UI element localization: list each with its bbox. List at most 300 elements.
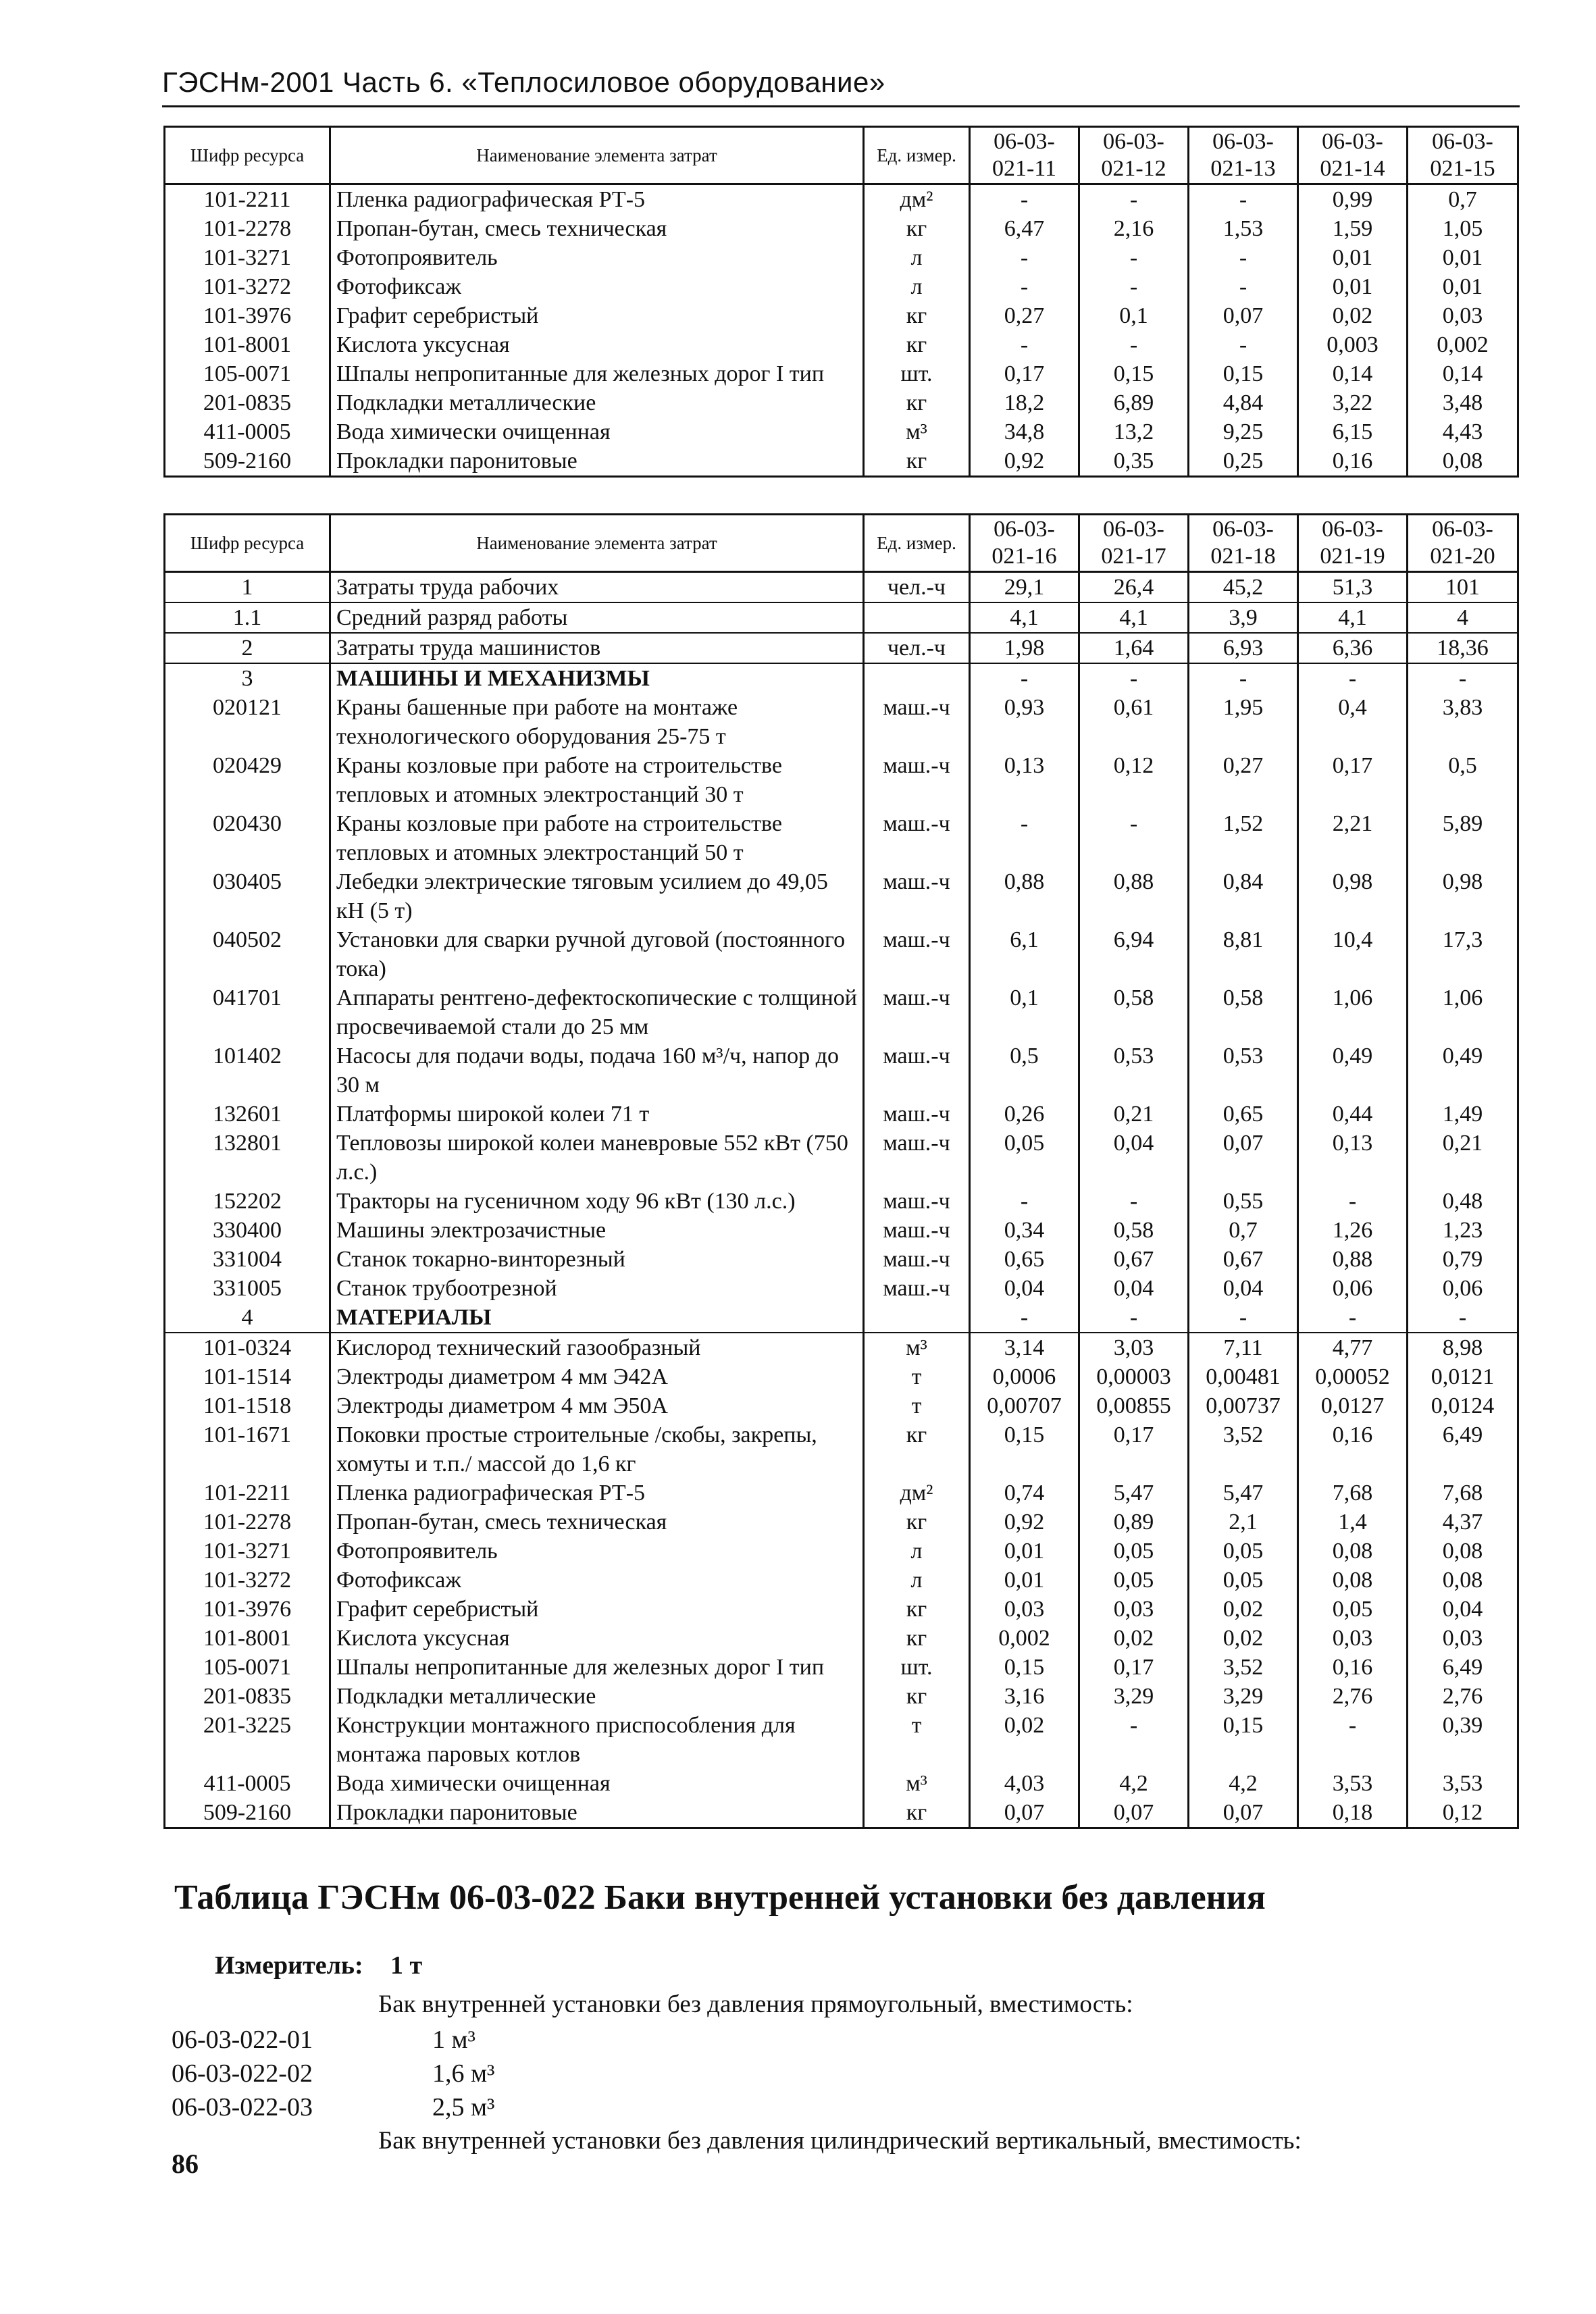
- resource-name: Подкладки металлические: [330, 1682, 864, 1711]
- resource-unit: маш.-ч: [864, 925, 970, 983]
- code-01: 06-03-022-01: [172, 2026, 313, 2054]
- resource-value: 10,4: [1298, 925, 1408, 983]
- resource-value: 0,5: [970, 1042, 1079, 1100]
- resource-value: 1,95: [1189, 693, 1298, 751]
- resource-name: Пленка радиографическая РТ-5: [330, 1479, 864, 1508]
- column-header: Наименование элемента затрат: [330, 127, 864, 184]
- resource-value: 0,002: [970, 1624, 1079, 1653]
- column-header: 06-03-021-18: [1189, 515, 1298, 572]
- resource-value: 18,36: [1408, 633, 1518, 663]
- table-row: [165, 1333, 1518, 1362]
- resource-code: 101-1518: [165, 1391, 330, 1420]
- resource-value: 2,76: [1408, 1682, 1518, 1711]
- resource-value: 0,15: [1189, 1711, 1298, 1769]
- resource-value: 4,2: [1079, 1769, 1189, 1798]
- resource-value: -: [1298, 1187, 1408, 1216]
- resource-name: Шпалы непропитанные для железных дорог I тип: [330, 1653, 864, 1682]
- description-rect: Бак внутренней установки без давления прямоугольный, вместимость:: [378, 1990, 1133, 2018]
- column-header: 06-03-021-12: [1079, 127, 1189, 184]
- table-row: [165, 1042, 1518, 1100]
- table-row: [165, 1303, 1518, 1333]
- table-row: [165, 1595, 1518, 1624]
- resource-unit: л: [864, 272, 970, 301]
- resource-value: 0,08: [1298, 1566, 1408, 1595]
- resource-value: 1,06: [1298, 983, 1408, 1042]
- resource-value: 0,04: [970, 1274, 1079, 1303]
- resource-value: -: [1079, 330, 1189, 359]
- resource-value: 0,74: [970, 1479, 1079, 1508]
- code-03-value: 2,5 м³: [432, 2093, 495, 2122]
- resource-value: 3,52: [1189, 1420, 1298, 1479]
- resource-value: 0,65: [970, 1245, 1079, 1274]
- resource-code: 101-3976: [165, 301, 330, 330]
- table-row: [165, 1711, 1518, 1769]
- resource-code: 4: [165, 1303, 330, 1333]
- resource-code: 101-1671: [165, 1420, 330, 1479]
- column-header: 06-03-021-14: [1298, 127, 1408, 184]
- resource-value: 3,03: [1079, 1333, 1189, 1362]
- resource-value: 51,3: [1298, 572, 1408, 603]
- resource-value: 4,84: [1189, 388, 1298, 417]
- resource-value: 0,06: [1298, 1274, 1408, 1303]
- resource-value: 101: [1408, 572, 1518, 603]
- resource-value: -: [1079, 1711, 1189, 1769]
- resource-value: -: [1079, 272, 1189, 301]
- table-row: [165, 572, 1518, 603]
- resource-value: 0,15: [970, 1420, 1079, 1479]
- resource-value: 6,15: [1298, 417, 1408, 446]
- resource-value: 0,00855: [1079, 1391, 1189, 1420]
- resource-unit: маш.-ч: [864, 1216, 970, 1245]
- resource-unit: [864, 1303, 970, 1333]
- resource-unit: маш.-ч: [864, 1042, 970, 1100]
- resource-name: Средний разряд работы: [330, 602, 864, 633]
- resource-value: 0,0124: [1408, 1391, 1518, 1420]
- column-header: Ед. измер.: [864, 127, 970, 184]
- resource-name: Фотофиксаж: [330, 272, 864, 301]
- resource-value: 0,1: [1079, 301, 1189, 330]
- table-row: [165, 243, 1518, 272]
- resource-value: 3,83: [1408, 693, 1518, 751]
- resource-value: 3,29: [1189, 1682, 1298, 1711]
- resource-code: 411-0005: [165, 1769, 330, 1798]
- resource-value: 3,14: [970, 1333, 1079, 1362]
- resource-unit: чел.-ч: [864, 572, 970, 603]
- resource-value: 0,4: [1298, 693, 1408, 751]
- resource-value: 0,39: [1408, 1711, 1518, 1769]
- resource-unit: л: [864, 1537, 970, 1566]
- resource-value: -: [1408, 663, 1518, 693]
- resource-value: 2,21: [1298, 809, 1408, 867]
- resource-value: 1,98: [970, 633, 1079, 663]
- resource-unit: м³: [864, 1333, 970, 1362]
- resource-value: 0,14: [1298, 359, 1408, 388]
- resource-code: 101-3272: [165, 1566, 330, 1595]
- resource-value: -: [970, 1303, 1079, 1333]
- resource-value: 8,81: [1189, 925, 1298, 983]
- resource-code: 101-1514: [165, 1362, 330, 1391]
- resource-value: -: [1079, 1187, 1189, 1216]
- resource-value: 0,00003: [1079, 1362, 1189, 1391]
- resource-value: -: [1079, 809, 1189, 867]
- resource-value: 18,2: [970, 388, 1079, 417]
- resource-name: Затраты труда рабочих: [330, 572, 864, 603]
- resource-value: 0,88: [1298, 1245, 1408, 1274]
- resource-value: -: [1189, 1303, 1298, 1333]
- resource-value: -: [1189, 272, 1298, 301]
- resource-value: 0,06: [1408, 1274, 1518, 1303]
- resource-value: 3,16: [970, 1682, 1079, 1711]
- resource-value: 0,07: [1189, 1129, 1298, 1187]
- resource-value: 4: [1408, 602, 1518, 633]
- resource-value: 4,1: [1298, 602, 1408, 633]
- resource-value: 5,47: [1079, 1479, 1189, 1508]
- resource-name: Пропан-бутан, смесь техническая: [330, 1508, 864, 1537]
- resource-name: Краны козловые при работе на строительстве тепловых и атомных электростанций 50 т: [330, 809, 864, 867]
- resource-name: Прокладки паронитовые: [330, 446, 864, 477]
- resource-value: 1,4: [1298, 1508, 1408, 1537]
- resource-value: 0,02: [1079, 1624, 1189, 1653]
- table-row: [165, 359, 1518, 388]
- resource-value: -: [1079, 1303, 1189, 1333]
- table-row: [165, 446, 1518, 477]
- resource-code: 509-2160: [165, 1798, 330, 1828]
- resource-code: 1.1: [165, 602, 330, 633]
- resource-value: 4,37: [1408, 1508, 1518, 1537]
- resource-value: 0,92: [970, 1508, 1079, 1537]
- resource-value: 0,17: [1298, 751, 1408, 809]
- table-row: [165, 417, 1518, 446]
- resource-value: 0,05: [1189, 1566, 1298, 1595]
- table-row: [165, 1769, 1518, 1798]
- table-row: [165, 1100, 1518, 1129]
- resource-value: 0,26: [970, 1100, 1079, 1129]
- resource-value: 0,16: [1298, 446, 1408, 477]
- resource-unit: кг: [864, 1420, 970, 1479]
- resource-unit: кг: [864, 330, 970, 359]
- resource-name: Пленка радиографическая РТ-5: [330, 184, 864, 215]
- resource-value: 0,16: [1298, 1653, 1408, 1682]
- resource-value: 4,1: [1079, 602, 1189, 633]
- resource-value: 0,01: [1408, 243, 1518, 272]
- resource-value: 0,92: [970, 446, 1079, 477]
- resource-name: Фотопроявитель: [330, 243, 864, 272]
- resource-value: 3,22: [1298, 388, 1408, 417]
- resource-value: 0,16: [1298, 1420, 1408, 1479]
- resource-name: Графит серебристый: [330, 1595, 864, 1624]
- resource-value: 6,89: [1079, 388, 1189, 417]
- resource-value: -: [970, 330, 1079, 359]
- resource-value: 0,01: [1298, 243, 1408, 272]
- resource-code: 152202: [165, 1187, 330, 1216]
- resource-name: Электроды диаметром 4 мм Э50А: [330, 1391, 864, 1420]
- table-row: [165, 1391, 1518, 1420]
- resource-value: 26,4: [1079, 572, 1189, 603]
- resource-value: -: [1298, 1303, 1408, 1333]
- resource-value: 4,2: [1189, 1769, 1298, 1798]
- resource-value: 17,3: [1408, 925, 1518, 983]
- resource-value: 0,88: [1079, 867, 1189, 925]
- resource-code: 201-0835: [165, 388, 330, 417]
- resource-value: 0,17: [1079, 1420, 1189, 1479]
- resource-value: 0,58: [1079, 1216, 1189, 1245]
- table-row: [165, 1274, 1518, 1303]
- resource-code: 101-2211: [165, 1479, 330, 1508]
- resource-code: 101-8001: [165, 1624, 330, 1653]
- resource-value: 0,002: [1408, 330, 1518, 359]
- resource-value: -: [1079, 663, 1189, 693]
- resource-code: 101-2211: [165, 184, 330, 215]
- resource-code: 101-3271: [165, 1537, 330, 1566]
- column-header: 06-03-021-17: [1079, 515, 1189, 572]
- table-row: [165, 1216, 1518, 1245]
- resource-name: Графит серебристый: [330, 301, 864, 330]
- code-02-value: 1,6 м³: [432, 2059, 495, 2088]
- resource-value: -: [970, 1187, 1079, 1216]
- resource-value: 0,15: [970, 1653, 1079, 1682]
- resource-unit: маш.-ч: [864, 809, 970, 867]
- column-header: 06-03-021-13: [1189, 127, 1298, 184]
- code-02: 06-03-022-02: [172, 2059, 313, 2088]
- table-row: [165, 663, 1518, 693]
- code-01-value: 1 м³: [432, 2026, 475, 2054]
- resource-code: 101-2278: [165, 214, 330, 243]
- resource-unit: кг: [864, 1595, 970, 1624]
- resource-value: 0,02: [1189, 1624, 1298, 1653]
- resource-name: Конструкции монтажного приспособления для монтажа паровых котлов: [330, 1711, 864, 1769]
- resource-name: Аппараты рентгено-дефектоскопические с толщиной просвечиваемой стали до 25 мм: [330, 983, 864, 1042]
- resource-unit: кг: [864, 1798, 970, 1828]
- resource-value: 0,04: [1079, 1129, 1189, 1187]
- resource-unit: дм²: [864, 1479, 970, 1508]
- resource-value: 0,04: [1079, 1274, 1189, 1303]
- resource-value: 0,03: [1408, 1624, 1518, 1653]
- resource-name: Электроды диаметром 4 мм Э42А: [330, 1362, 864, 1391]
- resource-value: 1,53: [1189, 214, 1298, 243]
- resource-value: 0,25: [1189, 446, 1298, 477]
- resource-unit: дм²: [864, 184, 970, 215]
- resource-code: 040502: [165, 925, 330, 983]
- resource-value: -: [1298, 1711, 1408, 1769]
- resource-value: 0,58: [1079, 983, 1189, 1042]
- resource-value: 0,15: [1189, 359, 1298, 388]
- resource-value: 0,05: [1189, 1537, 1298, 1566]
- resource-value: 6,49: [1408, 1420, 1518, 1479]
- resource-value: 0,98: [1408, 867, 1518, 925]
- column-header: 06-03-021-16: [970, 515, 1079, 572]
- resource-value: 1,52: [1189, 809, 1298, 867]
- resource-value: 0,05: [1079, 1537, 1189, 1566]
- resource-code: 132801: [165, 1129, 330, 1187]
- resource-unit: м³: [864, 417, 970, 446]
- resource-value: 6,49: [1408, 1653, 1518, 1682]
- resource-value: 0,67: [1079, 1245, 1189, 1274]
- resource-value: 3,52: [1189, 1653, 1298, 1682]
- resource-value: -: [1189, 663, 1298, 693]
- resource-value: 0,00707: [970, 1391, 1079, 1420]
- resource-unit: маш.-ч: [864, 751, 970, 809]
- resource-unit: маш.-ч: [864, 1100, 970, 1129]
- column-header: Шифр ресурса: [165, 127, 330, 184]
- resource-value: 0,15: [1079, 359, 1189, 388]
- resource-unit: маш.-ч: [864, 1274, 970, 1303]
- resource-value: 0,05: [1079, 1566, 1189, 1595]
- page-number: 86: [172, 2149, 199, 2179]
- column-header: 06-03-021-15: [1408, 127, 1518, 184]
- table-row: [165, 301, 1518, 330]
- resource-value: 4,77: [1298, 1333, 1408, 1362]
- table-row: [165, 1624, 1518, 1653]
- resource-value: 0,49: [1408, 1042, 1518, 1100]
- resource-value: 0,0127: [1298, 1391, 1408, 1420]
- resource-value: 3,48: [1408, 388, 1518, 417]
- resource-value: 0,08: [1408, 1566, 1518, 1595]
- resource-name: Насосы для подачи воды, подача 160 м³/ч, напор до 30 м: [330, 1042, 864, 1100]
- table-row: [165, 1682, 1518, 1711]
- resource-unit: кг: [864, 388, 970, 417]
- resource-value: 0,03: [1408, 301, 1518, 330]
- column-header: 06-03-021-11: [970, 127, 1079, 184]
- resource-value: 0,49: [1298, 1042, 1408, 1100]
- table-row: [165, 1798, 1518, 1828]
- resource-value: 0,04: [1408, 1595, 1518, 1624]
- resource-value: -: [1079, 243, 1189, 272]
- resource-value: 3,29: [1079, 1682, 1189, 1711]
- table-row: [165, 1245, 1518, 1274]
- resource-value: 3,53: [1298, 1769, 1408, 1798]
- resource-table-1: [163, 126, 1519, 478]
- column-header: Наименование элемента затрат: [330, 515, 864, 572]
- resource-value: -: [970, 809, 1079, 867]
- resource-value: -: [1408, 1303, 1518, 1333]
- resource-name: Станок токарно-винторезный: [330, 1245, 864, 1274]
- resource-value: 0,1: [970, 983, 1079, 1042]
- resource-value: 3,9: [1189, 602, 1298, 633]
- resource-unit: т: [864, 1362, 970, 1391]
- resource-name: Тракторы на гусеничном ходу 96 кВт (130 л.с.): [330, 1187, 864, 1216]
- resource-value: 0,08: [1408, 446, 1518, 477]
- resource-value: 0,7: [1189, 1216, 1298, 1245]
- resource-value: 0,89: [1079, 1508, 1189, 1537]
- table-row: [165, 602, 1518, 633]
- resource-unit: маш.-ч: [864, 867, 970, 925]
- resource-name: Платформы широкой колеи 71 т: [330, 1100, 864, 1129]
- resource-value: 0,00481: [1189, 1362, 1298, 1391]
- resource-name: Вода химически очищенная: [330, 417, 864, 446]
- resource-unit: кг: [864, 301, 970, 330]
- column-header: Шифр ресурса: [165, 515, 330, 572]
- resource-value: 6,93: [1189, 633, 1298, 663]
- table-row: [165, 809, 1518, 867]
- resource-code: 509-2160: [165, 446, 330, 477]
- resource-value: 1,23: [1408, 1216, 1518, 1245]
- resource-value: 2,76: [1298, 1682, 1408, 1711]
- resource-unit: т: [864, 1391, 970, 1420]
- resource-value: 0,03: [1079, 1595, 1189, 1624]
- resource-value: 0,79: [1408, 1245, 1518, 1274]
- resource-value: 0,07: [1079, 1798, 1189, 1828]
- resource-value: 0,12: [1408, 1798, 1518, 1828]
- resource-value: 0,88: [970, 867, 1079, 925]
- description-cyl: Бак внутренней установки без давления цилиндрический вертикальный, вместимость:: [378, 2127, 1302, 2155]
- resource-unit: кг: [864, 1624, 970, 1653]
- resource-value: 2,16: [1079, 214, 1189, 243]
- resource-value: 1,49: [1408, 1100, 1518, 1129]
- resource-value: -: [1189, 330, 1298, 359]
- resource-value: 34,8: [970, 417, 1079, 446]
- resource-value: 0,34: [970, 1216, 1079, 1245]
- resource-value: 0,53: [1189, 1042, 1298, 1100]
- resource-value: 29,1: [970, 572, 1079, 603]
- table-row: [165, 388, 1518, 417]
- resource-value: 0,01: [1408, 272, 1518, 301]
- resource-code: 020121: [165, 693, 330, 751]
- column-header: 06-03-021-20: [1408, 515, 1518, 572]
- resource-value: 1,64: [1079, 633, 1189, 663]
- resource-value: 6,94: [1079, 925, 1189, 983]
- table-row: [165, 272, 1518, 301]
- resource-value: 7,68: [1408, 1479, 1518, 1508]
- table-row: [165, 1129, 1518, 1187]
- resource-value: 0,14: [1408, 359, 1518, 388]
- resource-unit: кг: [864, 446, 970, 477]
- resource-code: 1: [165, 572, 330, 603]
- resource-name: Станок трубоотрезной: [330, 1274, 864, 1303]
- resource-value: 1,06: [1408, 983, 1518, 1042]
- header-title: ГЭСНм-2001 Часть 6. «Теплосиловое оборудование»: [162, 66, 885, 98]
- resource-unit: [864, 602, 970, 633]
- resource-code: 3: [165, 663, 330, 693]
- resource-value: 1,59: [1298, 214, 1408, 243]
- table-row: [165, 1362, 1518, 1391]
- resource-value: 0,02: [1189, 1595, 1298, 1624]
- resource-value: 0,98: [1298, 867, 1408, 925]
- resource-value: 7,11: [1189, 1333, 1298, 1362]
- resource-value: -: [1298, 663, 1408, 693]
- resource-name: Установки для сварки ручной дуговой (постоянного тока): [330, 925, 864, 983]
- resource-value: 0,58: [1189, 983, 1298, 1042]
- resource-value: 0,07: [1189, 1798, 1298, 1828]
- resource-unit: маш.-ч: [864, 1245, 970, 1274]
- resource-unit: л: [864, 243, 970, 272]
- resource-value: 0,01: [1298, 272, 1408, 301]
- resource-value: 0,12: [1079, 751, 1189, 809]
- resource-value: 0,00052: [1298, 1362, 1408, 1391]
- resource-value: 0,99: [1298, 184, 1408, 215]
- resource-value: 0,03: [970, 1595, 1079, 1624]
- resource-value: 1,05: [1408, 214, 1518, 243]
- resource-value: -: [1189, 243, 1298, 272]
- resource-name: Прокладки паронитовые: [330, 1798, 864, 1828]
- resource-unit: маш.-ч: [864, 983, 970, 1042]
- resource-value: 0,27: [1189, 751, 1298, 809]
- table-row: [165, 1420, 1518, 1479]
- resource-name: Кислород технический газообразный: [330, 1333, 864, 1362]
- table-row: [165, 983, 1518, 1042]
- resource-value: 13,2: [1079, 417, 1189, 446]
- resource-name: Кислота уксусная: [330, 330, 864, 359]
- resource-value: 8,98: [1408, 1333, 1518, 1362]
- column-header: 06-03-021-19: [1298, 515, 1408, 572]
- resource-value: 0,67: [1189, 1245, 1298, 1274]
- resource-name: Фотопроявитель: [330, 1537, 864, 1566]
- table-row: [165, 751, 1518, 809]
- table-row: [165, 1187, 1518, 1216]
- resource-value: 4,43: [1408, 417, 1518, 446]
- resource-value: 0,21: [1408, 1129, 1518, 1187]
- resource-value: 5,89: [1408, 809, 1518, 867]
- table-row: [165, 1508, 1518, 1537]
